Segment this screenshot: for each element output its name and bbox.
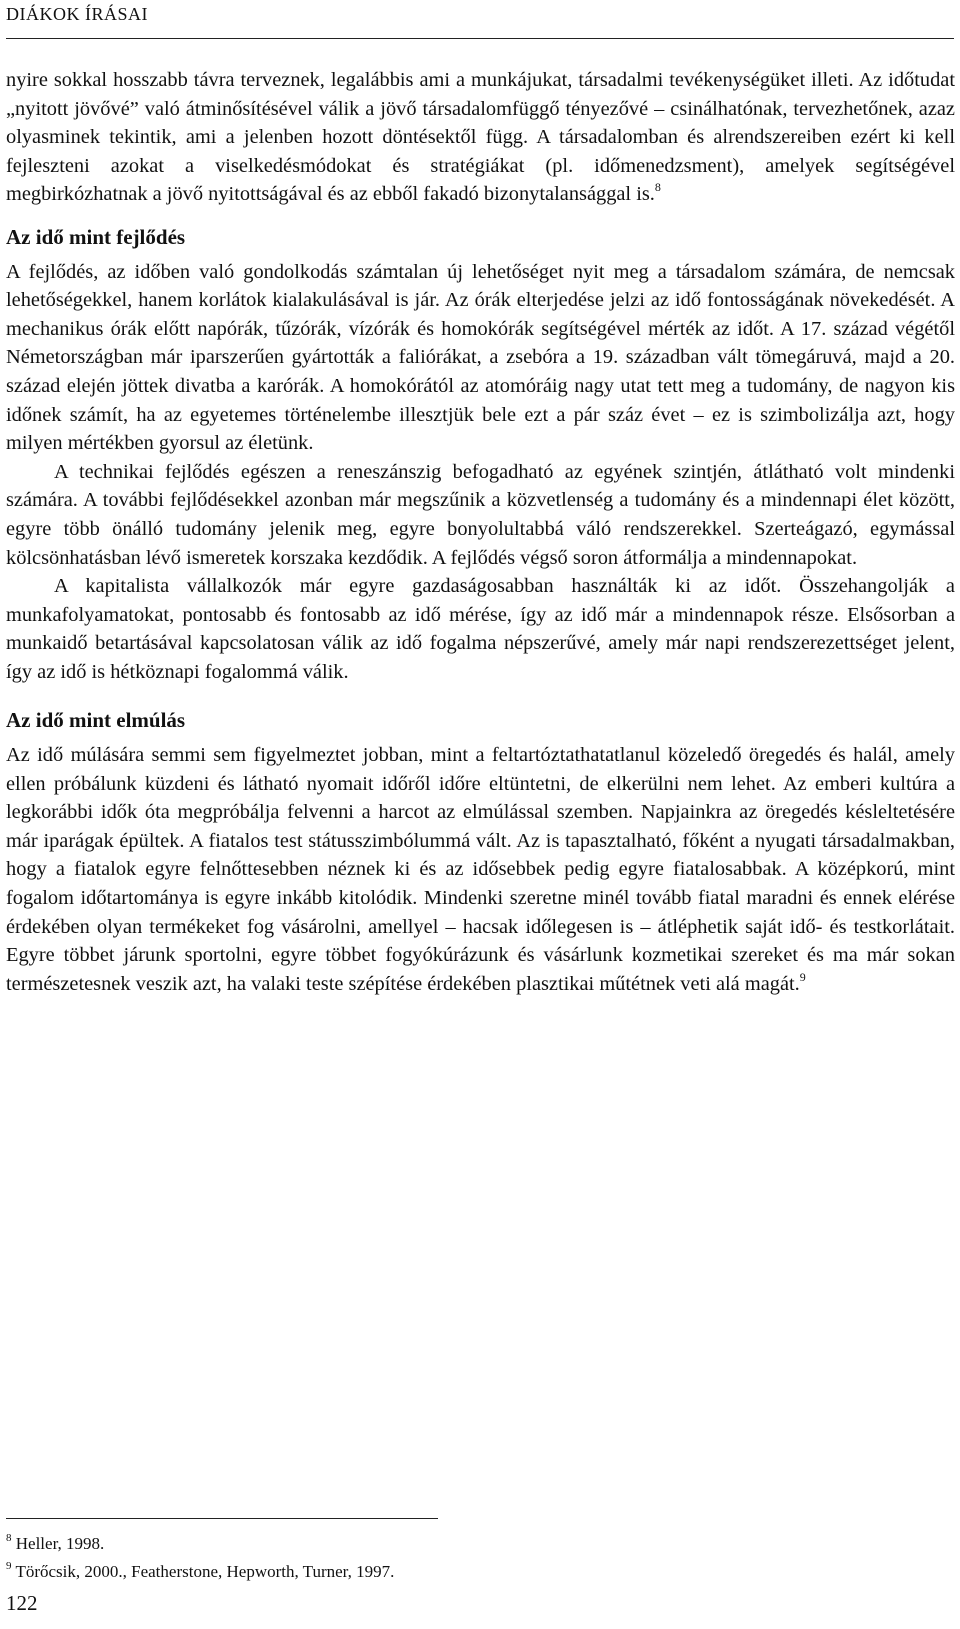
footnote-number: 9 <box>6 1560 12 1572</box>
footnote-text: Heller, 1998. <box>15 1534 105 1553</box>
footnote <box>6 1530 946 1558</box>
body-text <box>6 66 955 998</box>
paragraph: A fejlődés, az időben való gondolkodás számtalan új lehetőséget nyit meg a társadalom számára, de nemcsak lehetőségekkel, hanem korlátok kialakulásával is jár. Az órák elterjedése jelzi az idő fontosságának növekedését. A mechanikus órák előtt napórák, tűzórák, vízórák és homokórák segítségével mérték az időt. A 17. század végétől Németországban már iparszerűen gyártották a faliórákat, a zsebóra a 19. században vált tömegáruvá, majd a 20. század elején jöttek divatba a karórák. A homokórától az atomóráig nagy utat tett meg a tudomány, de nagyon kis időnek számít, ha az egyetemes történelembe illesztjük bele ezt a pár száz évet – ez is szimbolizálja azt, hogy milyen mértékben gyorsul az életünk. <box>6 260 955 455</box>
header-rule <box>6 38 954 39</box>
paragraph: A technikai fejlődés egészen a reneszánszig befogadható az egyének szintjén, átlátható volt mindenki számára. A további fejlődésekkel azonban már megszűnik a közvetlenség a tudomány és a mindennapi élet között, egyre több önálló tudomány jelenik meg, egyre bonyolultabbá váló rendszerekkel. Szerteágazó, egymással kölcsönhatásban lévő ismeretek korszaka kezdődik. A fejlődés végső soron átformálja a mindennapokat. <box>6 460 955 569</box>
footnote-rule <box>6 1518 438 1519</box>
paragraph <box>6 741 955 998</box>
paragraph-text: Az idő múlására semmi sem figyelmeztet jobban, mint a feltartóztathatatlanul közeledő öregedés és halál, amely ellen próbálunk küzdeni és látható nyomait időről időre eltüntetni, de elkerülni nem lehet. Az emberi kultúra a legkorábbi idők óta megpróbálja felvenni a harcot az elmúlással szemben. Napjainkra az öregedés késleltetésére már iparágak épültek. A fiatalos test státusszimbólummá vált. Az is tapasztalható, főként a nyugati társadalmakban, hogy a fiatalok egyre felnőttesebben néznek ki és az idősebbek pedig egyre fiatalosabbak. A középkorú, mint fogalom időtartománya is egyre inkább kitolódik. Mindenki szeretne minél tovább fiatal maradni és ennek elérése érdekében olyan termékeket fog vásárolni, amellyel – hacsak időlegesen is – átléphetik saját idő- és testkorlátait. Egyre többet járunk sportolni, egyre többet fogyókúrázunk és vásárlunk kozmetikai szereket és ma már sokan természetesnek veszik azt, ha valaki teste szépítése érdekében plasztikai műtétnek veti alá magát. <box>6 744 955 995</box>
footnote-number: 8 <box>6 1532 12 1544</box>
footnote <box>6 1558 946 1586</box>
footnote-ref[interactable]: 9 <box>799 969 806 984</box>
footnote-text: Törőcsik, 2000., Featherstone, Hepworth, Turner, 1997. <box>15 1562 395 1581</box>
page-number: 122 <box>6 1591 38 1615</box>
footnote-ref[interactable]: 8 <box>654 180 661 195</box>
paragraph-text: nyire sokkal hosszabb távra terveznek, legalábbis ami a munkájukat, társadalmi tevékenységüket illeti. Az időtudat „nyitott jövővé” való átminősítésével válik a jövő társadalomfüggő tényezővé – csinálhatónak, tervezhetőnek, azaz olyasminek tekintik, ami a jelenben hozott döntésektől függ. A társadalomban és alrendszereiben ezért ki kell fejleszteni azokat a viselkedésmódokat és stratégiákat (pl. időmenedzsment), amelyek segítségével megbirkózhatnak a jövő nyitottságával és az ebből fakadó bizonytalansággal is. <box>6 69 955 206</box>
section-heading: Az idő mint fejlődés <box>6 224 186 249</box>
section-heading: Az idő mint elmúlás <box>6 708 186 733</box>
footnotes <box>6 1530 946 1586</box>
paragraph: A kapitalista vállalkozók már egyre gazdaságosabban használták ki az időt. Összehangolják a munkafolyamatokat, pontosabb és fontosabb az idő mérése, így az idő már a mindennapok része. Elsősorban a munkaidő betartásával kapcsolatosan válik az idő fogalma népszerűvé, amely már napi rendszerezettséget jelent, így az idő is hétköznapi fogalommá válik. <box>6 575 955 683</box>
running-head: DIÁKOK ÍRÁSAI <box>6 4 148 24</box>
paragraph <box>6 66 955 209</box>
